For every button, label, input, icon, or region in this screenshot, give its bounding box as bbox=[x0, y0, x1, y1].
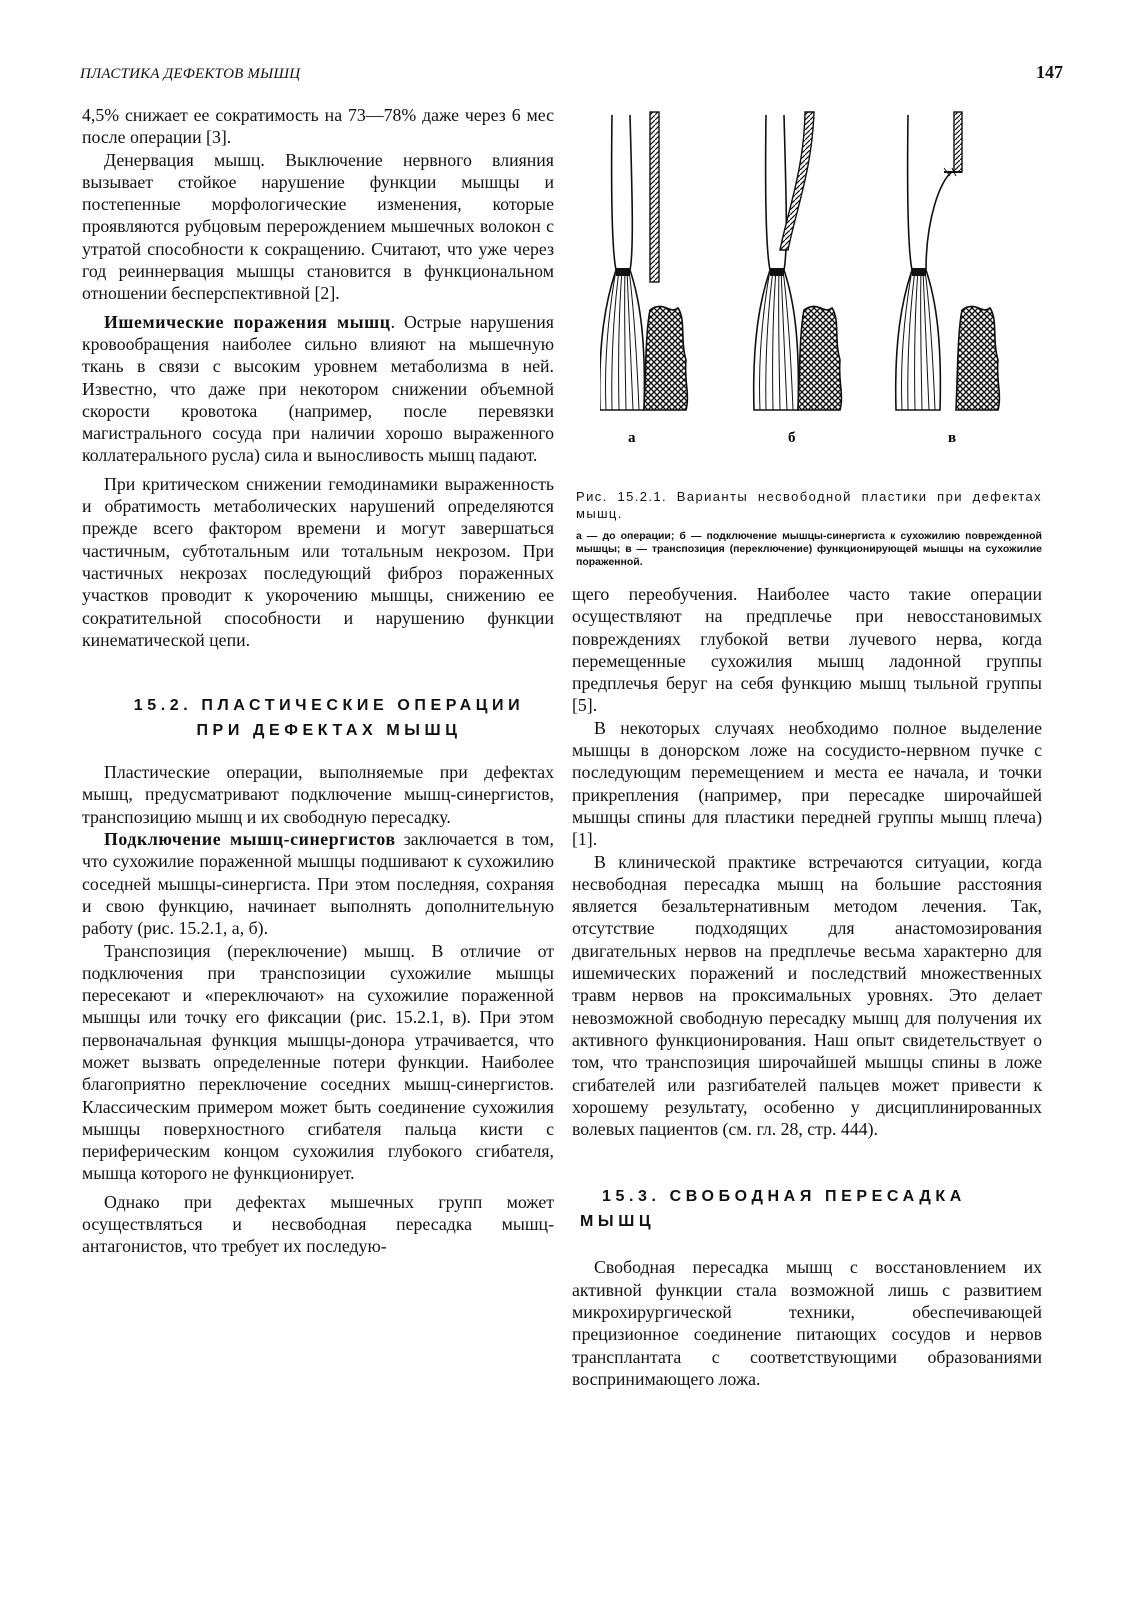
panel-a-drawing bbox=[600, 112, 687, 410]
panel-label-c: в bbox=[948, 430, 957, 446]
page-number: 147 bbox=[1036, 62, 1063, 82]
paragraph: 4,5% снижает ее сократимость на 73—78% даже через 6 мес после операции [3]. bbox=[82, 105, 554, 148]
section-heading-15-2-line2: ПРИ ДЕФЕКТАХ МЫШЦ bbox=[196, 722, 462, 740]
paragraph-lead: Подключение мышц-синергистов bbox=[104, 829, 396, 850]
paragraph-body: заключается в том, что сухожилие пораженной мышцы подшивают к сухожилию соседней мышцы-синергиста. При этом последняя, сохраняя и свою функцию, начинает выполнять дополнительную работу (рис. 15.2.1, а, б). bbox=[82, 829, 554, 939]
paragraph-lead: Денервация мышц. bbox=[104, 149, 265, 170]
section-heading-15-2-line1: 15.2. ПЛАСТИЧЕСКИЕ ОПЕРАЦИИ bbox=[133, 697, 525, 715]
paragraph-body: . Острые нарушения кровообращения наиболее сильно влияют на мышечную ткань в связи с высоким уровнем метаболизма в ней. Известно, что даже при некотором снижении объемной скорости кровотока (например, после перевязки магистрального сосуда при наличии хорошо выраженного коллатерального русла) сила и выносливость мышц падают. bbox=[82, 311, 554, 466]
figure-caption bbox=[576, 488, 1042, 569]
panel-b-drawing bbox=[754, 112, 842, 410]
paragraph: Пластические операции, выполняемые при дефектах мышц, предусматривают подключение мышц-синергистов, транспозицию мышц и их свободную пересадку. bbox=[82, 762, 554, 827]
paragraph bbox=[82, 311, 554, 467]
right-column bbox=[572, 583, 1042, 1390]
figure-15-2-1 bbox=[600, 110, 1040, 460]
running-head: ПЛАСТИКА ДЕФЕКТОВ МЫШЦ bbox=[80, 66, 301, 82]
paragraph-lead: Ишемические поражения мышц bbox=[104, 311, 391, 332]
figure-caption-legend: а — до операции; б — подключение мышцы-синергиста к сухожилию поврежденной мышцы; в — транспозиция (переключение) функционирующей мышцы на сухожилие пораженной. bbox=[576, 530, 1042, 568]
left-column bbox=[82, 104, 554, 1258]
paragraph: щего переобучения. Наиболее часто такие операции осуществляют на предплечье при невосстановимых повреждениях глубокой ветви лучевого нерва, когда перемещенные сухожилия мышц ладонной группы предплечья беруг на себя функцию мышц тыльной группы [5]. bbox=[572, 584, 1042, 716]
paragraph bbox=[82, 828, 554, 939]
paragraph: Транспозиция (переключение) мышц. В отличие от подключения при транспозиции сухожилие мышцы пересекают и «переключают» на сухожилие пораженной мышцы или точку его фиксации (рис. 15.2.1, в). При этом первоначальная функция мышцы-донора утрачивается, что может вызвать определенные потери функции. Наиболее благоприятно переключение соседних мышц-синергистов. Классическим примером может быть соединение сухожилия мышцы поверхностного сгибателя пальца кисти с периферическим концом сухожилия глубокого сгибателя, мышца которого не функционирует. bbox=[82, 940, 554, 1184]
paragraph: В клинической практике встречаются ситуации, когда несвободная пересадка мышц на большие расстояния является безальтернативным методом лечения. Так, отсутствие подходящих для анастомозирования двигательных нервов на предплечье весьма характерно для ишемических поражений и последствий множественных травм нервов на проксимальных уровнях. Это делает невозможной свободную пересадку мышц для получения их активного функционирования. Наш опыт свидетельствует о том, что транспозиция широчайшей мышцы спины в ложе сгибателей или разгибателей пальцев может привести к хорошему результату, особенно у дисциплинированных волевых пациентов (см. гл. 28, стр. 444). bbox=[572, 851, 1042, 1140]
paragraph: Однако при дефектах мышечных групп может осуществляться и несвободная пересадка мышц-антагонистов, что требует их последую- bbox=[82, 1191, 554, 1257]
paragraph: Свободная пересадка мышц с восстановлением их активной функции стала возможной лишь с развитием микрохирургической техники, обеспечивающей прецизионное соединение питающих сосудов и нервов трансплантата с соответствующими образованиями воспринимающего ложа. bbox=[572, 1257, 1042, 1389]
panel-c-drawing bbox=[896, 112, 1000, 410]
figure-illustration bbox=[600, 110, 1040, 460]
paragraph-body: Выключение нервного влияния вызывает стойкое нарушение функции мышцы и постепенные морфологические изменения, которые проявляются рубцовым перерождением мышечных волокон с утратой способности к сокращению. Считают, что уже через год реиннервация мышцы становится в функциональном отношении бесперспективной [2]. bbox=[82, 149, 554, 304]
panel-label-b: б bbox=[788, 430, 796, 446]
paragraph: При критическом снижении гемодинамики выраженность и обратимость метаболических нарушений определяются прежде всего фактором времени и могут завершаться частичным, субтотальным или тотальным некрозом. При частичных некрозах последующий фиброз пораженных участков проводит к укорочению мышцы, снижению ее сократительной способности и нарушению функции кинематической цепи. bbox=[82, 473, 554, 650]
figure-caption-title: Рис. 15.2.1. Варианты несвободной пластики при дефектах мышц. bbox=[576, 489, 1042, 521]
section-heading-15-3: 15.3. СВОБОДНАЯ ПЕРЕСАДКА МЫШЦ bbox=[580, 1188, 966, 1231]
paragraph bbox=[82, 149, 554, 305]
panel-label-a: а bbox=[628, 430, 636, 446]
paragraph: В некоторых случаях необходимо полное выделение мышцы в донорском ложе на сосудисто-нервном пучке с последующим перемещением и места ее начала, и точки прикрепления (например, при пересадке широчайшей мышцы спины для пластики передней группы мышц плеча) [1]. bbox=[572, 717, 1042, 850]
